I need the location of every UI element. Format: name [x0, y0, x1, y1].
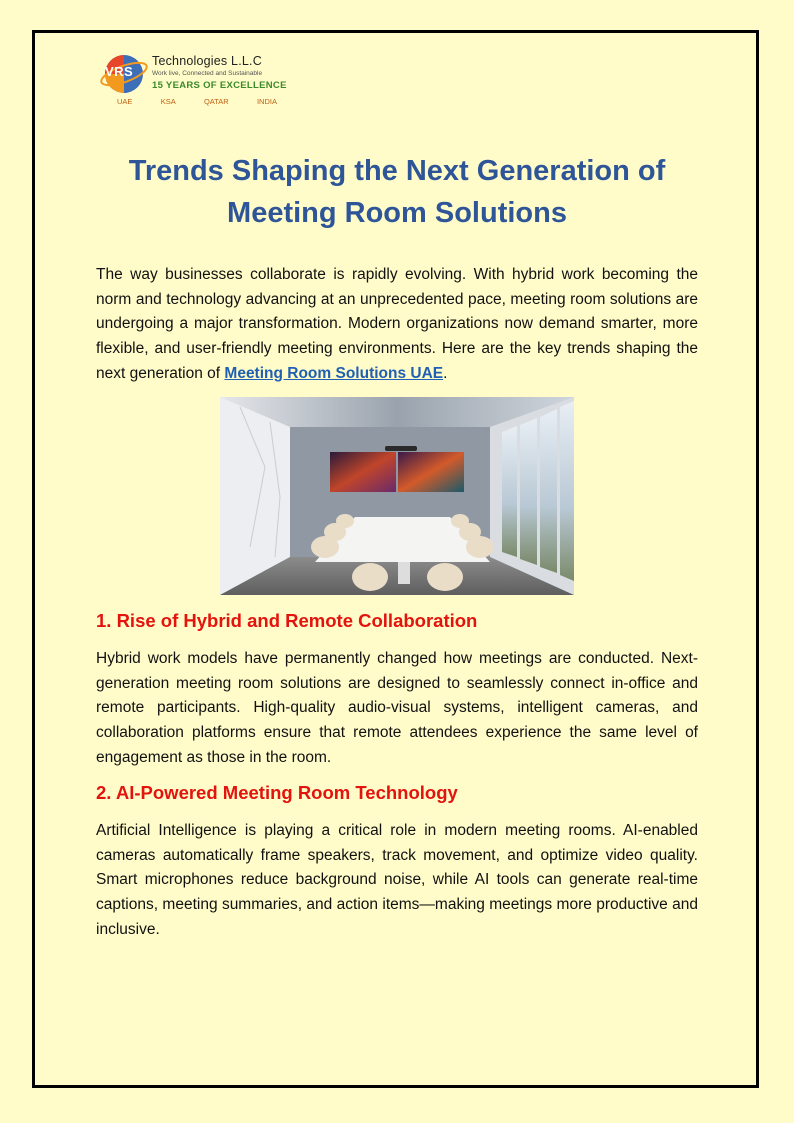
meeting-room-solutions-link[interactable]: Meeting Room Solutions UAE	[224, 364, 444, 382]
intro-paragraph	[96, 263, 698, 387]
region-uae: UAE	[117, 97, 133, 106]
logo-monogram: VRS	[105, 64, 134, 79]
section-body-2: Artificial Intelligence is playing a critical role in modern meeting rooms. AI-enabled cameras automatically frame speakers, track movement, and optimize video quality. Smart microphones reduce background noise, while AI tools can generate real-time captions, meeting summaries, and action items—making meetings more productive and inclusive.	[96, 822, 698, 938]
region-india: INDIA	[256, 97, 277, 106]
region-qatar: QATAR	[203, 97, 229, 106]
intro-text: The way businesses collaborate is rapidly evolving. With hybrid work becoming the norm and technology advancing at an unprecedented pace, meeting room solutions are undergoing a major transformation. Modern organizations now demand smarter, more flexible, and user-friendly meeting environments. Here are the key trends shaping the next generation of	[96, 266, 698, 382]
page-title: Trends Shaping the Next Generation of Meeting Room Solutions	[128, 155, 666, 229]
logo-company-name: Technologies L.L.C	[152, 54, 262, 68]
section-body-1: Hybrid work models have permanently changed how meetings are conducted. Next-generation meeting room solutions are designed to seamlessly connect in-office and remote participants. High-quality audio-visual systems, intelligent cameras, and collaboration platforms ensure that remote attendees experience the same level of engagement as those in the room.	[96, 650, 698, 766]
logo-years: 15 YEARS OF EXCELLENCE	[152, 80, 287, 91]
logo-regions	[117, 97, 277, 106]
section-heading-1: 1. Rise of Hybrid and Remote Collaboration	[96, 610, 478, 631]
intro-after-link: .	[443, 364, 448, 382]
section-heading-2: 2. AI-Powered Meeting Room Technology	[96, 782, 458, 803]
meeting-room-photo	[220, 397, 574, 595]
logo-tagline: Work live, Connected and Sustainable	[152, 70, 263, 77]
region-ksa: KSA	[160, 97, 176, 106]
